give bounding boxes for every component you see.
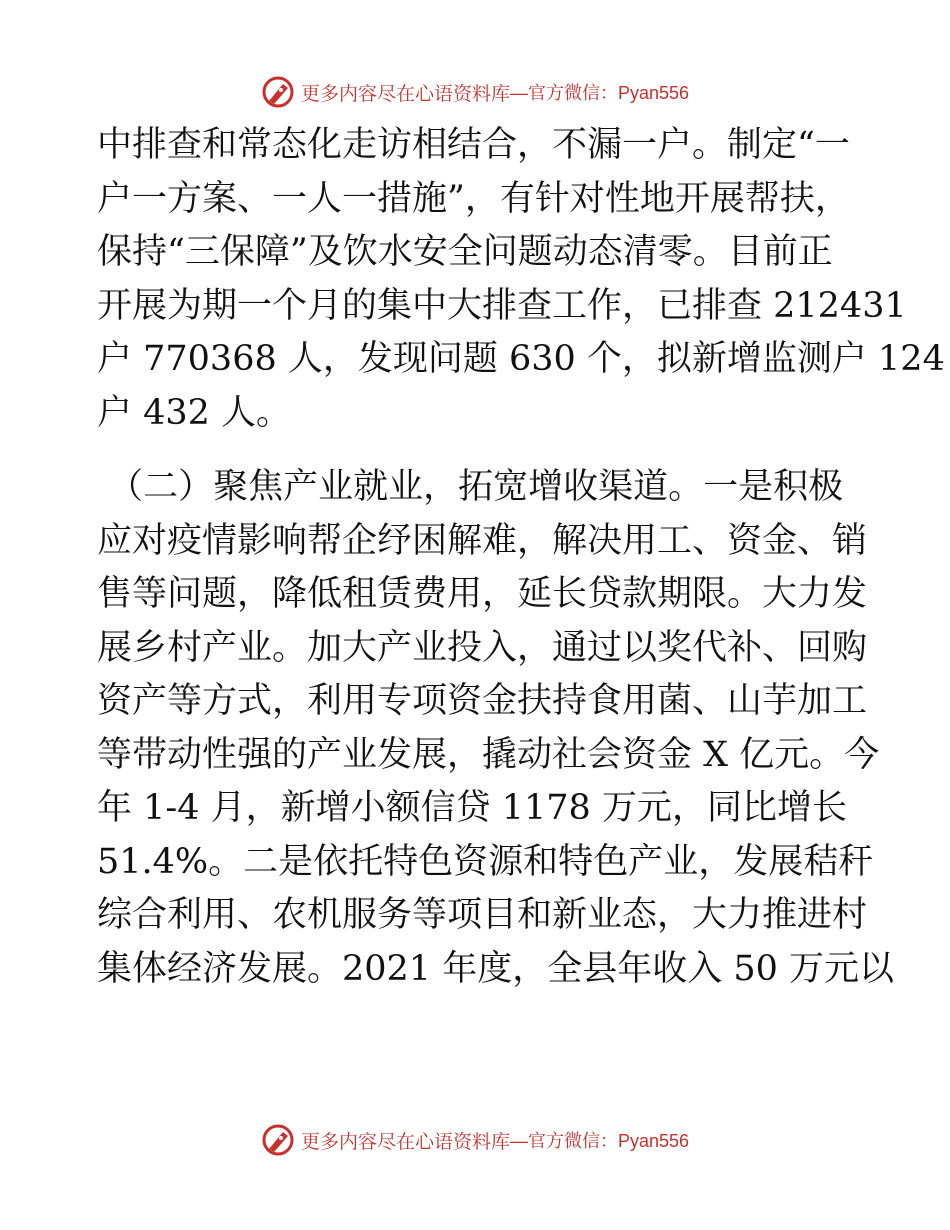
pen-nib-circle-logo-icon xyxy=(261,75,295,109)
text-line: 户 432 人。 xyxy=(97,392,292,433)
text-line: 等带动性强的产业发展，撬动社会资金 X 亿元。今 xyxy=(97,734,880,775)
text-line: 集体经济发展。2021 年度，全县年收入 50 万元以 xyxy=(97,948,894,989)
text-line: 中排查和常态化走访相结合，不漏一户。制定“一 xyxy=(97,125,850,165)
paragraph-gap xyxy=(97,440,857,461)
banner-contact-text: —官方微信：Pyan556 xyxy=(509,83,690,103)
banner-site-text: 更多内容尽在心语资料库 xyxy=(300,82,510,105)
document-body xyxy=(97,119,945,996)
text-line: 户 770368 人，发现问题 630 个，拟新增监测户 124 xyxy=(97,339,945,379)
footer-banner xyxy=(0,1120,950,1160)
pen-nib-circle-logo-icon xyxy=(261,1123,295,1157)
text-line: 51.4%。二是依托特色资源和特色产业，发展秸秆 xyxy=(97,841,874,882)
header-banner xyxy=(0,72,950,112)
text-line: 保持“三保障”及饮水安全问题动态清零。目前正 xyxy=(97,232,833,272)
banner-site-text: 更多内容尽在心语资料库 xyxy=(300,1130,510,1153)
text-line: 展乡村产业。加大产业投入，通过以奖代补、回购 xyxy=(97,627,868,668)
paragraph-1 xyxy=(97,119,945,440)
text-line: 户一方案、一人一措施”，有针对性地开展帮扶， xyxy=(97,178,850,219)
text-line: 开展为期一个月的集中大排查工作，已排查 212431 xyxy=(97,285,907,326)
text-line: 售等问题，降低租赁费用，延长贷款期限。大力发 xyxy=(97,574,868,614)
text-line: 年 1-4 月，新增小额信贷 1178 万元，同比增长 xyxy=(97,788,847,828)
text-line: （二）聚焦产业就业，拓宽增收渠道。一是积极 xyxy=(97,467,844,507)
paragraph-2 xyxy=(97,461,894,996)
banner-contact-text: —官方微信：Pyan556 xyxy=(509,1131,690,1151)
text-line: 综合利用、农机服务等项目和新业态，大力推进村 xyxy=(97,895,868,935)
text-line: 应对疫情影响帮企纾困解难，解决用工、资金、销 xyxy=(97,520,868,561)
text-line: 资产等方式，利用专项资金扶持食用菌、山芋加工 xyxy=(97,681,868,721)
